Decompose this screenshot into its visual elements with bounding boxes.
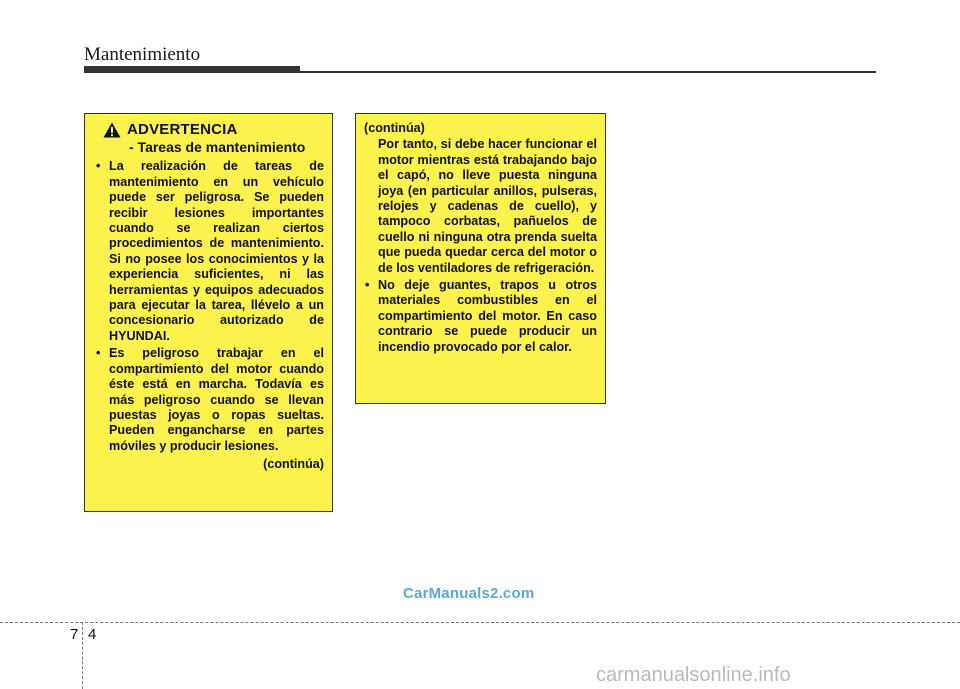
- warning-bullet: • Es peligroso trabajar en el compartimiento del motor cuando éste está en marcha. Todavía es más peligroso cuando se llevan puestas joyas o ropas sueltas. Pueden engancharse en partes móviles y producir lesiones.: [95, 346, 324, 454]
- page-header-title: Mantenimiento: [84, 44, 201, 65]
- continuation-box: [355, 113, 606, 404]
- footer-dashed-line: [0, 622, 960, 623]
- watermark-text: CarManuals2.com: [403, 585, 535, 602]
- warning-bullet: • La realización de tareas de mantenimiento en un vehículo puede ser peligrosa. Se pueden recibir lesiones importantes cuando se realizan ciertos procedimientos de mantenimiento. Si no posee los conocimientos y la experiencia suficientes, ni las herramientas y equipos adecuados para ejecutar la tarea, llévelo a un concesionario autorizado de HYUNDAI.: [95, 159, 324, 344]
- footer-dashed-divider: [82, 622, 83, 689]
- footer-site-watermark: carmanualsonline.info: [596, 664, 791, 686]
- header-bar-thick: [84, 66, 300, 73]
- page-number: 4: [88, 626, 97, 643]
- header-bar-thin: [300, 71, 876, 73]
- continuation-paragraph: Por tanto, si debe hacer funcionar el motor mientras está trabajando bajo el capó, no lleve puesta ninguna joya (en particular anillos, pulseras, relojes y cadenas de cuello), y tampoco corbatas, pañuelos de cuello ni ninguna otra prenda suelta que pueda quedar cerca del motor o de los ventiladores de refrigeración.: [378, 137, 597, 275]
- continuation-bullet: • No deje guantes, trapos u otros materiales combustibles en el compartimiento del motor. En caso contrario se puede producir un incendio provocado por el calor.: [364, 278, 597, 355]
- warning-subtitle: - Tareas de mantenimiento: [129, 139, 306, 155]
- continued-label: (continúa): [263, 457, 324, 472]
- warning-box: [84, 113, 333, 512]
- warning-heading: [95, 122, 324, 138]
- continuation-bullet-list: [364, 278, 597, 355]
- page-chapter-number: 7: [70, 626, 79, 643]
- warning-bullet-list: [95, 159, 324, 454]
- warning-title: ADVERTENCIA: [127, 121, 238, 139]
- continued-label: (continúa): [364, 121, 425, 135]
- warning-triangle-icon: [103, 122, 121, 138]
